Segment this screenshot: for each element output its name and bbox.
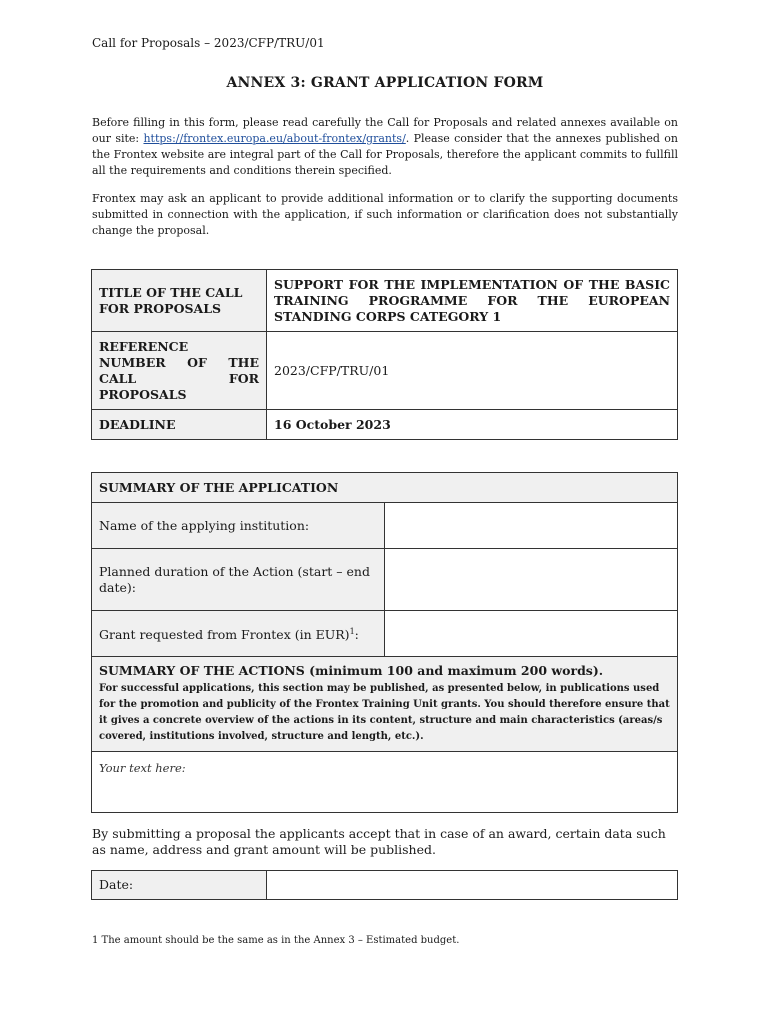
date-input[interactable] xyxy=(267,871,678,900)
duration-label: Planned duration of the Action (start – end date): xyxy=(92,549,385,611)
grant-label xyxy=(92,611,385,657)
publication-consent-statement: By submitting a proposal the applicants accept that in case of an award, certain data such as name, address and grant amount will be published. xyxy=(92,826,666,857)
institution-input[interactable] xyxy=(385,503,678,549)
actions-summary-title: SUMMARY OF THE ACTIONS (minimum 100 and maximum 200 words). xyxy=(99,663,604,678)
intro-text-before-link: Before filling in this form, please read carefully the Call for Proposals and related annexes available on our site: xyxy=(92,116,678,145)
summary-header: SUMMARY OF THE APPLICATION xyxy=(92,473,678,503)
footnote: 1 The amount should be the same as in the Annex 3 – Estimated budget. xyxy=(92,935,460,946)
date-label: Date: xyxy=(92,871,267,900)
grant-label-colon: : xyxy=(354,627,359,643)
intro-paragraph-1 xyxy=(92,115,678,179)
document-header-reference: Call for Proposals – 2023/CFP/TRU/01 xyxy=(92,36,325,50)
reference-number-value: 2023/CFP/TRU/01 xyxy=(267,332,678,410)
actions-summary-header xyxy=(92,657,678,752)
date-table xyxy=(91,870,678,900)
actions-summary-text-area[interactable]: Your text here: xyxy=(92,752,678,813)
application-summary-table xyxy=(91,472,678,813)
call-info-table xyxy=(91,269,678,440)
footnote-marker: 1 xyxy=(349,626,355,636)
intro-text-after-link: . Please consider that the annexes published on the Frontex website are integral part of the Call for Proposals, therefore the applicant commits to fullfill all the requirements and conditions therein specified. xyxy=(92,132,678,177)
duration-input[interactable] xyxy=(385,549,678,611)
grant-label-text: Grant requested from Frontex (in EUR) xyxy=(99,627,350,643)
page-title: ANNEX 3: GRANT APPLICATION FORM xyxy=(226,75,544,91)
actions-summary-note: For successful applications, this section may be published, as presented below, in publications used for the promotion and publicity of the Frontex Training Unit grants. You should therefore ensure that it gives a concrete overview of the actions in its content, structure and main characteristics (areas/s covered, institutions involved, structure and length, etc.). xyxy=(99,683,670,742)
grant-input[interactable] xyxy=(385,611,678,657)
institution-label: Name of the applying institution: xyxy=(92,503,385,549)
deadline-label: DEADLINE xyxy=(92,410,267,440)
grants-link[interactable]: https://frontex.europa.eu/about-frontex/grants/ xyxy=(143,132,406,145)
deadline-value: 16 October 2023 xyxy=(267,410,678,440)
call-title-label: TITLE OF THE CALL FOR PROPOSALS xyxy=(92,270,267,332)
reference-number-label: REFERENCE NUMBER OF THE CALL FOR PROPOSALS xyxy=(92,332,267,410)
intro-paragraph-2: Frontex may ask an applicant to provide additional information or to clarify the supporting documents submitted in connection with the application, if such information or clarification does not substantially change the proposal. xyxy=(92,192,678,237)
call-title-value: SUPPORT FOR THE IMPLEMENTATION OF THE BASIC TRAINING PROGRAMME FOR THE EUROPEAN STANDING CORPS CATEGORY 1 xyxy=(267,270,678,332)
